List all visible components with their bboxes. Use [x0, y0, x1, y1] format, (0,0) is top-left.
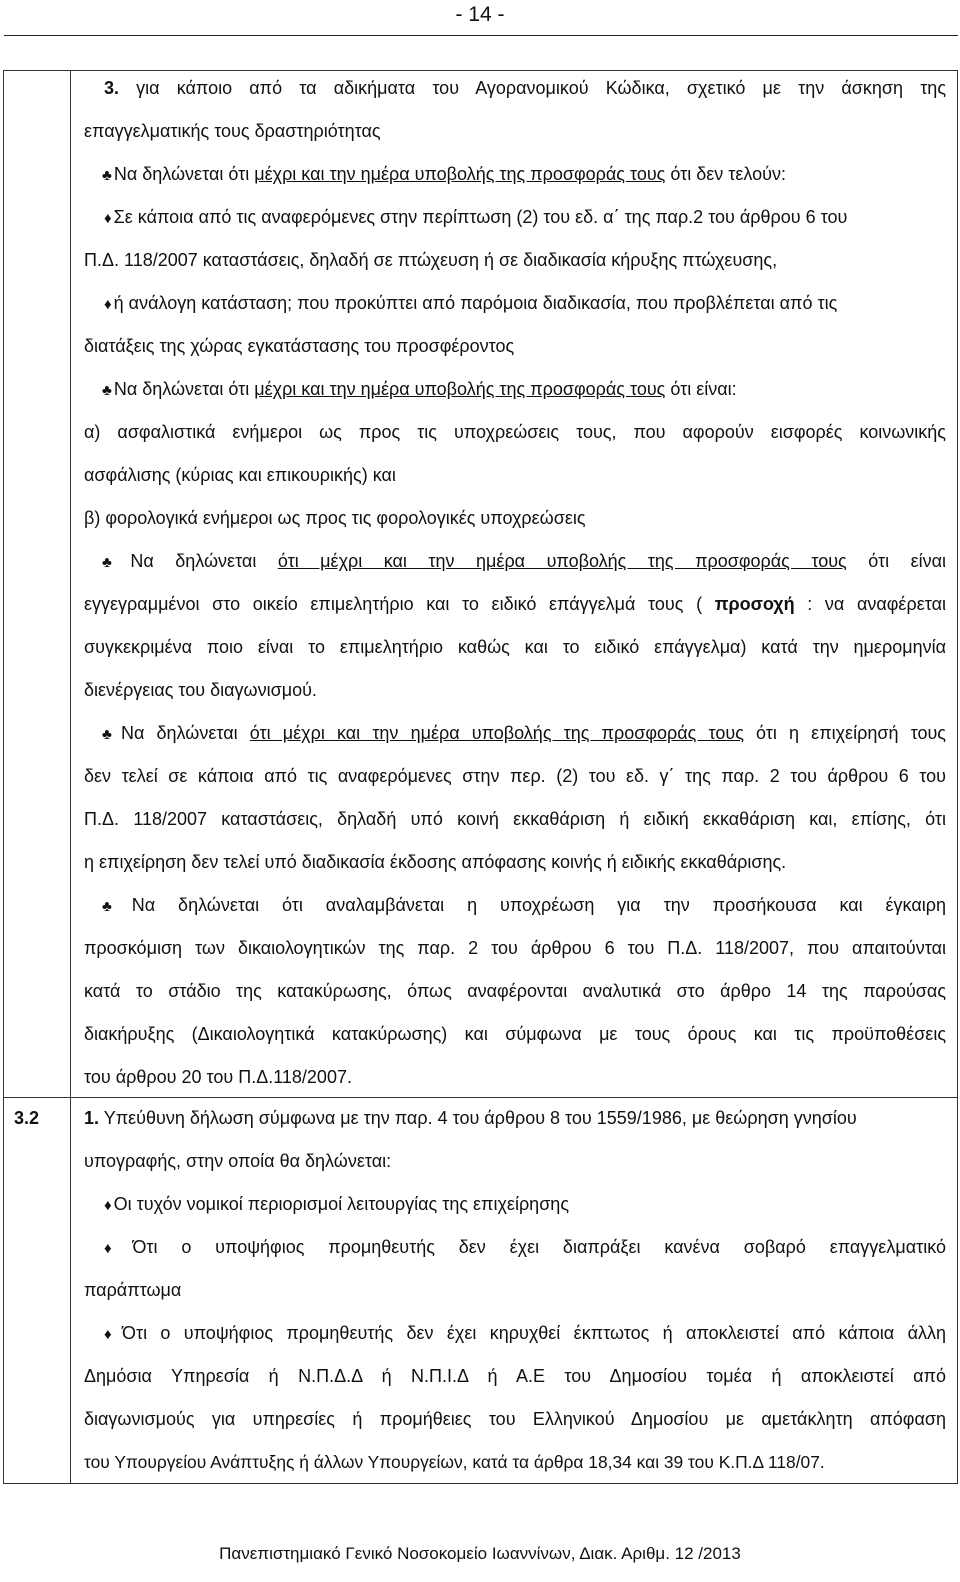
table-row-divider — [3, 1097, 958, 1098]
diamond-icon: ♦ — [104, 1326, 121, 1343]
club-icon: ♣ — [102, 554, 129, 571]
diamond-icon: ♦ — [104, 296, 112, 313]
paragraph-line: υπογραφής, στην οποία θα δηλώνεται: — [84, 1151, 392, 1171]
paragraph-line: διενέργειας του διαγωνισμού. — [84, 680, 317, 700]
paragraph-line — [104, 288, 960, 320]
underlined-text: ότι μέχρι και την ημέρα υποβολής της προσφοράς τους — [277, 551, 847, 571]
paragraph-line: α) ασφαλιστικά ενήμεροι ως προς τις υποχρεώσεις τους, που αφορούν εισφορές κοινωνικής — [84, 422, 946, 442]
paragraph-line: Π.Δ. 118/2007 καταστάσεις, δηλαδή σε πτώχευση ή σε διαδικασία κήρυξης πτώχευσης, — [84, 250, 778, 270]
paragraph-line — [104, 73, 946, 103]
paragraph-line: επαγγελματικής τους δραστηριότητας — [84, 121, 381, 141]
paragraph-line: κατά το στάδιο της κατακύρωσης, όπως αναφέρονται αναλυτικά στο άρθρο 14 της παρούσας — [84, 981, 946, 1001]
underlined-text: ότι μέχρι και την ημέρα υποβολής της προσφοράς τους — [249, 723, 744, 743]
paragraph-line: η επιχείρηση δεν τελεί υπό διαδικασία έκδοσης απόφασης κοινής ή ειδικής εκκαθάρισης. — [84, 852, 787, 872]
underlined-text: μέχρι και την ημέρα υποβολής της προσφοράς τους — [254, 379, 666, 399]
line-text: Να δηλώνεται — [120, 723, 250, 743]
paragraph-line: του Υπουργείου Ανάπτυξης ή άλλων Υπουργείων, κατά τα άρθρα 18,34 και 39 του Κ.Π.Δ 118/07. — [84, 1452, 825, 1472]
line-text: ότι είναι — [846, 551, 947, 571]
paragraph-line — [84, 1103, 946, 1133]
paragraph-line — [104, 1189, 960, 1221]
line-text: Οι τυχόν νομικοί περιορισμοί λειτουργίας της επιχείρησης — [113, 1194, 569, 1214]
line-text: Ότι ο υποψήφιος προμηθευτής δεν έχει κηρυχθεί έκπτωτος ή αποκλειστεί από κάποια άλλη — [122, 1323, 946, 1343]
underlined-text: μέχρι και την ημέρα υποβολής της προσφοράς τους — [254, 164, 666, 184]
line-text: ότι είναι: — [665, 379, 737, 399]
item-number: 3. — [104, 78, 120, 98]
paragraph-line — [102, 159, 960, 191]
club-icon: ♣ — [102, 382, 112, 399]
line-text: : να αναφέρεται — [794, 594, 946, 614]
line-text: ότι δεν τελούν: — [665, 164, 786, 184]
paragraph-line: δεν τελεί σε κάποια από τις αναφερόμενες στην περ. (2) του εδ. γ΄ της παρ. 2 του άρθρου 6 του — [84, 766, 946, 786]
paragraph-line: Δημόσια Υπηρεσία ή Ν.Π.Δ.Δ ή Ν.Π.Ι.Δ ή Α.Ε του Δημοσίου τομέα ή αποκλειστεί από — [84, 1366, 946, 1386]
diamond-icon: ♦ — [104, 1197, 112, 1214]
club-icon: ♣ — [102, 726, 119, 743]
line-text: εγγεγραμμένοι στο οικείο επιμελητήριο και το ειδικό επάγγελμά τους ( — [84, 594, 715, 614]
paragraph-line: β) φορολογικά ενήμεροι ως προς τις φορολογικές υποχρεώσεις — [84, 508, 586, 528]
paragraph-line: διακήρυξης (Δικαιολογητικά κατακύρωσης) και σύμφωνα με τους όρους και τις προϋποθέσεις — [84, 1024, 946, 1044]
header-rule — [4, 35, 958, 36]
row-number: 3.2 — [14, 1108, 40, 1128]
line-text: Να δηλώνεται ότι αναλαμβάνεται η υποχρέωση για την προσήκουσα και έγκαιρη — [131, 895, 946, 915]
paragraph-line — [104, 1318, 946, 1350]
paragraph-line: παράπτωμα — [84, 1280, 182, 1300]
club-icon: ♣ — [102, 898, 130, 915]
paragraph-line: συγκεκριμένα ποιο είναι το επιμελητήριο καθώς και το ειδικό επάγγελμα) κατά την ημερομηνία — [84, 637, 946, 657]
paragraph-line: του άρθρου 20 του Π.Δ.118/2007. — [84, 1067, 352, 1087]
club-icon: ♣ — [102, 167, 112, 184]
paragraph-line — [84, 589, 946, 619]
line-text: Να δηλώνεται — [130, 551, 278, 571]
diamond-icon: ♦ — [104, 210, 112, 227]
line-text: Να δηλώνεται ότι — [113, 379, 255, 399]
paragraph-line: προσκόμιση των δικαιολογητικών της παρ. 2 του άρθρου 6 του Π.Δ. 118/2007, που απαιτούνται — [84, 938, 946, 958]
paragraph-line: ασφάλισης (κύριας και επικουρικής) και — [84, 465, 396, 485]
item-number: 1. — [84, 1108, 100, 1128]
line-text: Υπεύθυνη δήλωση σύμφωνα με την παρ. 4 του άρθρου 8 του 1559/1986, με θεώρηση γνησίου — [99, 1108, 857, 1128]
paragraph-line: διαγωνισμούς για υπηρεσίες ή προμήθειες του Ελληνικού Δημοσίου με αμετάκλητη απόφαση — [84, 1409, 946, 1429]
paragraph-line: διατάξεις της χώρας εγκατάστασης του προσφέροντος — [84, 336, 515, 356]
paragraph-line — [104, 202, 960, 234]
footer: Πανεπιστημιακό Γενικό Νοσοκομείο Ιωαννίνων, Διακ. Αριθμ. 12 /2013 — [219, 1544, 741, 1563]
line-text: για κάποιο από τα αδικήματα του Αγορανομικού Κώδικα, σχετικό με την άσκηση της — [119, 78, 946, 98]
line-text: ότι η επιχείρησή τους — [743, 723, 946, 743]
paragraph-line — [102, 890, 946, 922]
paragraph-line: Π.Δ. 118/2007 καταστάσεις, δηλαδή υπό κοινή εκκαθάριση ή ειδική εκκαθάριση και, επίσης, ότι — [84, 809, 946, 829]
line-text: Ότι ο υποψήφιος προμηθευτής δεν έχει διαπράξει κανένα σοβαρό επαγγελματικό — [132, 1237, 947, 1257]
paragraph-line — [102, 374, 960, 406]
paragraph-line — [104, 1232, 946, 1264]
line-text: Σε κάποια από τις αναφερόμενες στην περίπτωση (2) του εδ. α΄ της παρ.2 του άρθρου 6 του — [113, 207, 848, 227]
table-column-divider — [70, 70, 71, 1484]
paragraph-line — [102, 546, 946, 578]
line-text: ή ανάλογη κατάσταση; που προκύπτει από παρόμοια διαδικασία, που προβλέπεται από τις — [113, 293, 838, 313]
paragraph-line — [102, 718, 946, 750]
page-number: - 14 - — [455, 3, 505, 26]
line-text: Να δηλώνεται ότι — [113, 164, 255, 184]
diamond-icon: ♦ — [104, 1240, 131, 1257]
emphasis-text: προσοχή — [714, 594, 795, 614]
